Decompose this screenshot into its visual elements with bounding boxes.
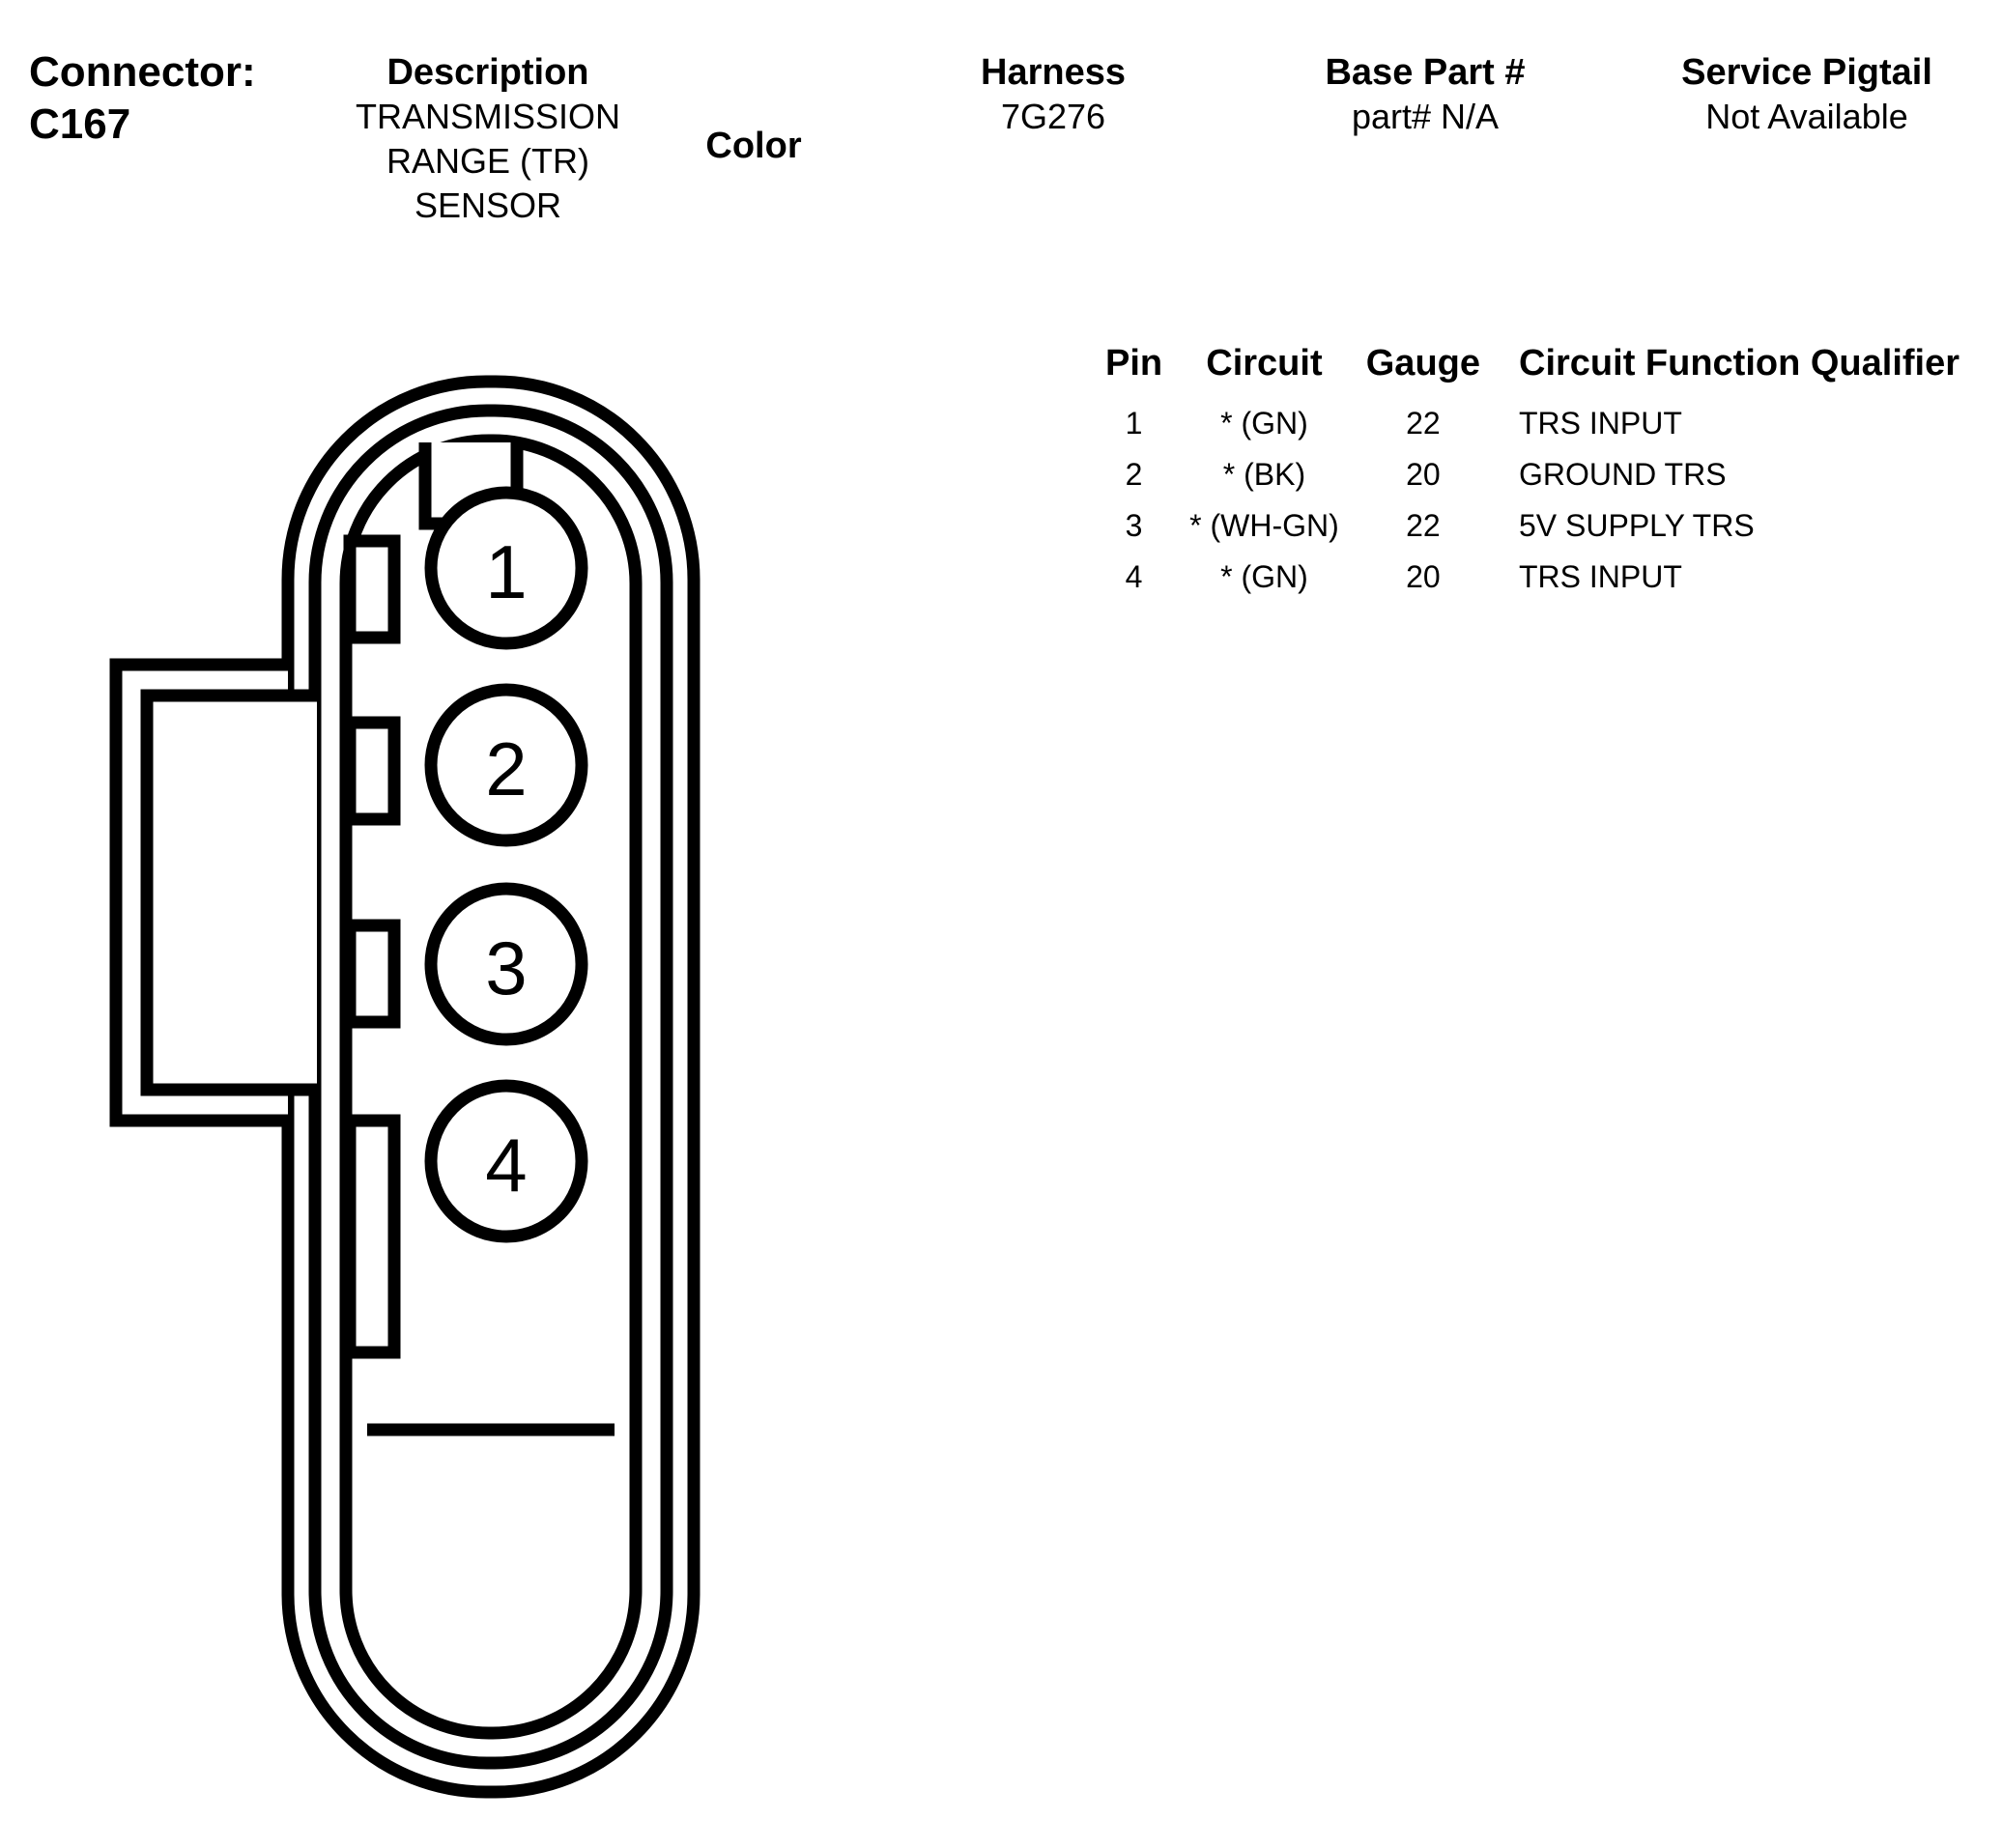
side-latch-inner bbox=[147, 696, 317, 1090]
cell-circuit: * (WH-GN) bbox=[1189, 508, 1339, 543]
cell-function: TRS INPUT bbox=[1519, 406, 1682, 441]
cell-pin: 2 bbox=[1125, 457, 1143, 492]
cell-pin: 3 bbox=[1125, 508, 1143, 543]
cell-circuit: * (GN) bbox=[1220, 406, 1308, 441]
cell-gauge: 22 bbox=[1406, 508, 1441, 543]
harness-column bbox=[928, 50, 1179, 139]
cell-circuit: * (BK) bbox=[1222, 457, 1306, 492]
column-header-circuit: Circuit bbox=[1206, 343, 1323, 384]
service-pigtail-title: Service Pigtail bbox=[1681, 52, 1932, 93]
cell-function: 5V SUPPLY TRS bbox=[1519, 508, 1755, 543]
table-row bbox=[1092, 552, 1973, 603]
terminal-slot-2 bbox=[350, 723, 394, 819]
terminal-slot-4 bbox=[350, 1121, 394, 1352]
column-header-circuit-function-qualifier: Circuit Function Qualifier bbox=[1519, 343, 1960, 384]
description-title: Description bbox=[386, 52, 589, 93]
pin-number-3: 3 bbox=[485, 925, 528, 1010]
cell-gauge: 20 bbox=[1406, 457, 1441, 492]
table-row bbox=[1092, 449, 1973, 500]
color-column bbox=[676, 124, 831, 168]
column-header-pin: Pin bbox=[1105, 343, 1163, 384]
description-value: TRANSMISSION RANGE (TR) SENSOR bbox=[355, 97, 621, 225]
table-row bbox=[1092, 500, 1973, 552]
terminal-slot-1 bbox=[350, 541, 394, 638]
column-header-gauge: Gauge bbox=[1365, 343, 1480, 384]
cell-pin: 1 bbox=[1125, 406, 1143, 441]
service-pigtail-column bbox=[1643, 50, 1971, 139]
cell-gauge: 22 bbox=[1406, 406, 1441, 441]
pin-number-2: 2 bbox=[485, 726, 528, 811]
base-part-value: part# N/A bbox=[1351, 97, 1500, 136]
pin-number-1: 1 bbox=[485, 529, 528, 614]
service-pigtail-value: Not Available bbox=[1705, 97, 1908, 136]
color-title: Color bbox=[705, 126, 802, 166]
base-part-title: Base Part # bbox=[1325, 52, 1526, 93]
connector-header bbox=[0, 0, 2002, 261]
cell-function: TRS INPUT bbox=[1519, 559, 1682, 594]
table-row bbox=[1092, 398, 1973, 449]
cell-pin: 4 bbox=[1125, 559, 1143, 594]
connector-id: C167 bbox=[29, 100, 131, 148]
pin-table bbox=[1092, 343, 1973, 603]
harness-value: 7G276 bbox=[1000, 97, 1106, 136]
connector-identity bbox=[29, 46, 338, 151]
base-part-column bbox=[1285, 50, 1565, 139]
cell-gauge: 20 bbox=[1406, 559, 1441, 594]
connector-label: Connector: bbox=[29, 48, 256, 96]
terminal-slot-3 bbox=[350, 925, 394, 1022]
cell-function: GROUND TRS bbox=[1519, 457, 1727, 492]
pin-table-grid bbox=[1092, 343, 1973, 603]
cell-circuit: * (GN) bbox=[1220, 559, 1308, 594]
table-header-row bbox=[1092, 343, 1973, 398]
pin-number-4: 4 bbox=[485, 1123, 528, 1208]
harness-title: Harness bbox=[981, 52, 1126, 93]
connector-face-diagram bbox=[77, 367, 947, 1816]
description-column bbox=[343, 50, 633, 228]
